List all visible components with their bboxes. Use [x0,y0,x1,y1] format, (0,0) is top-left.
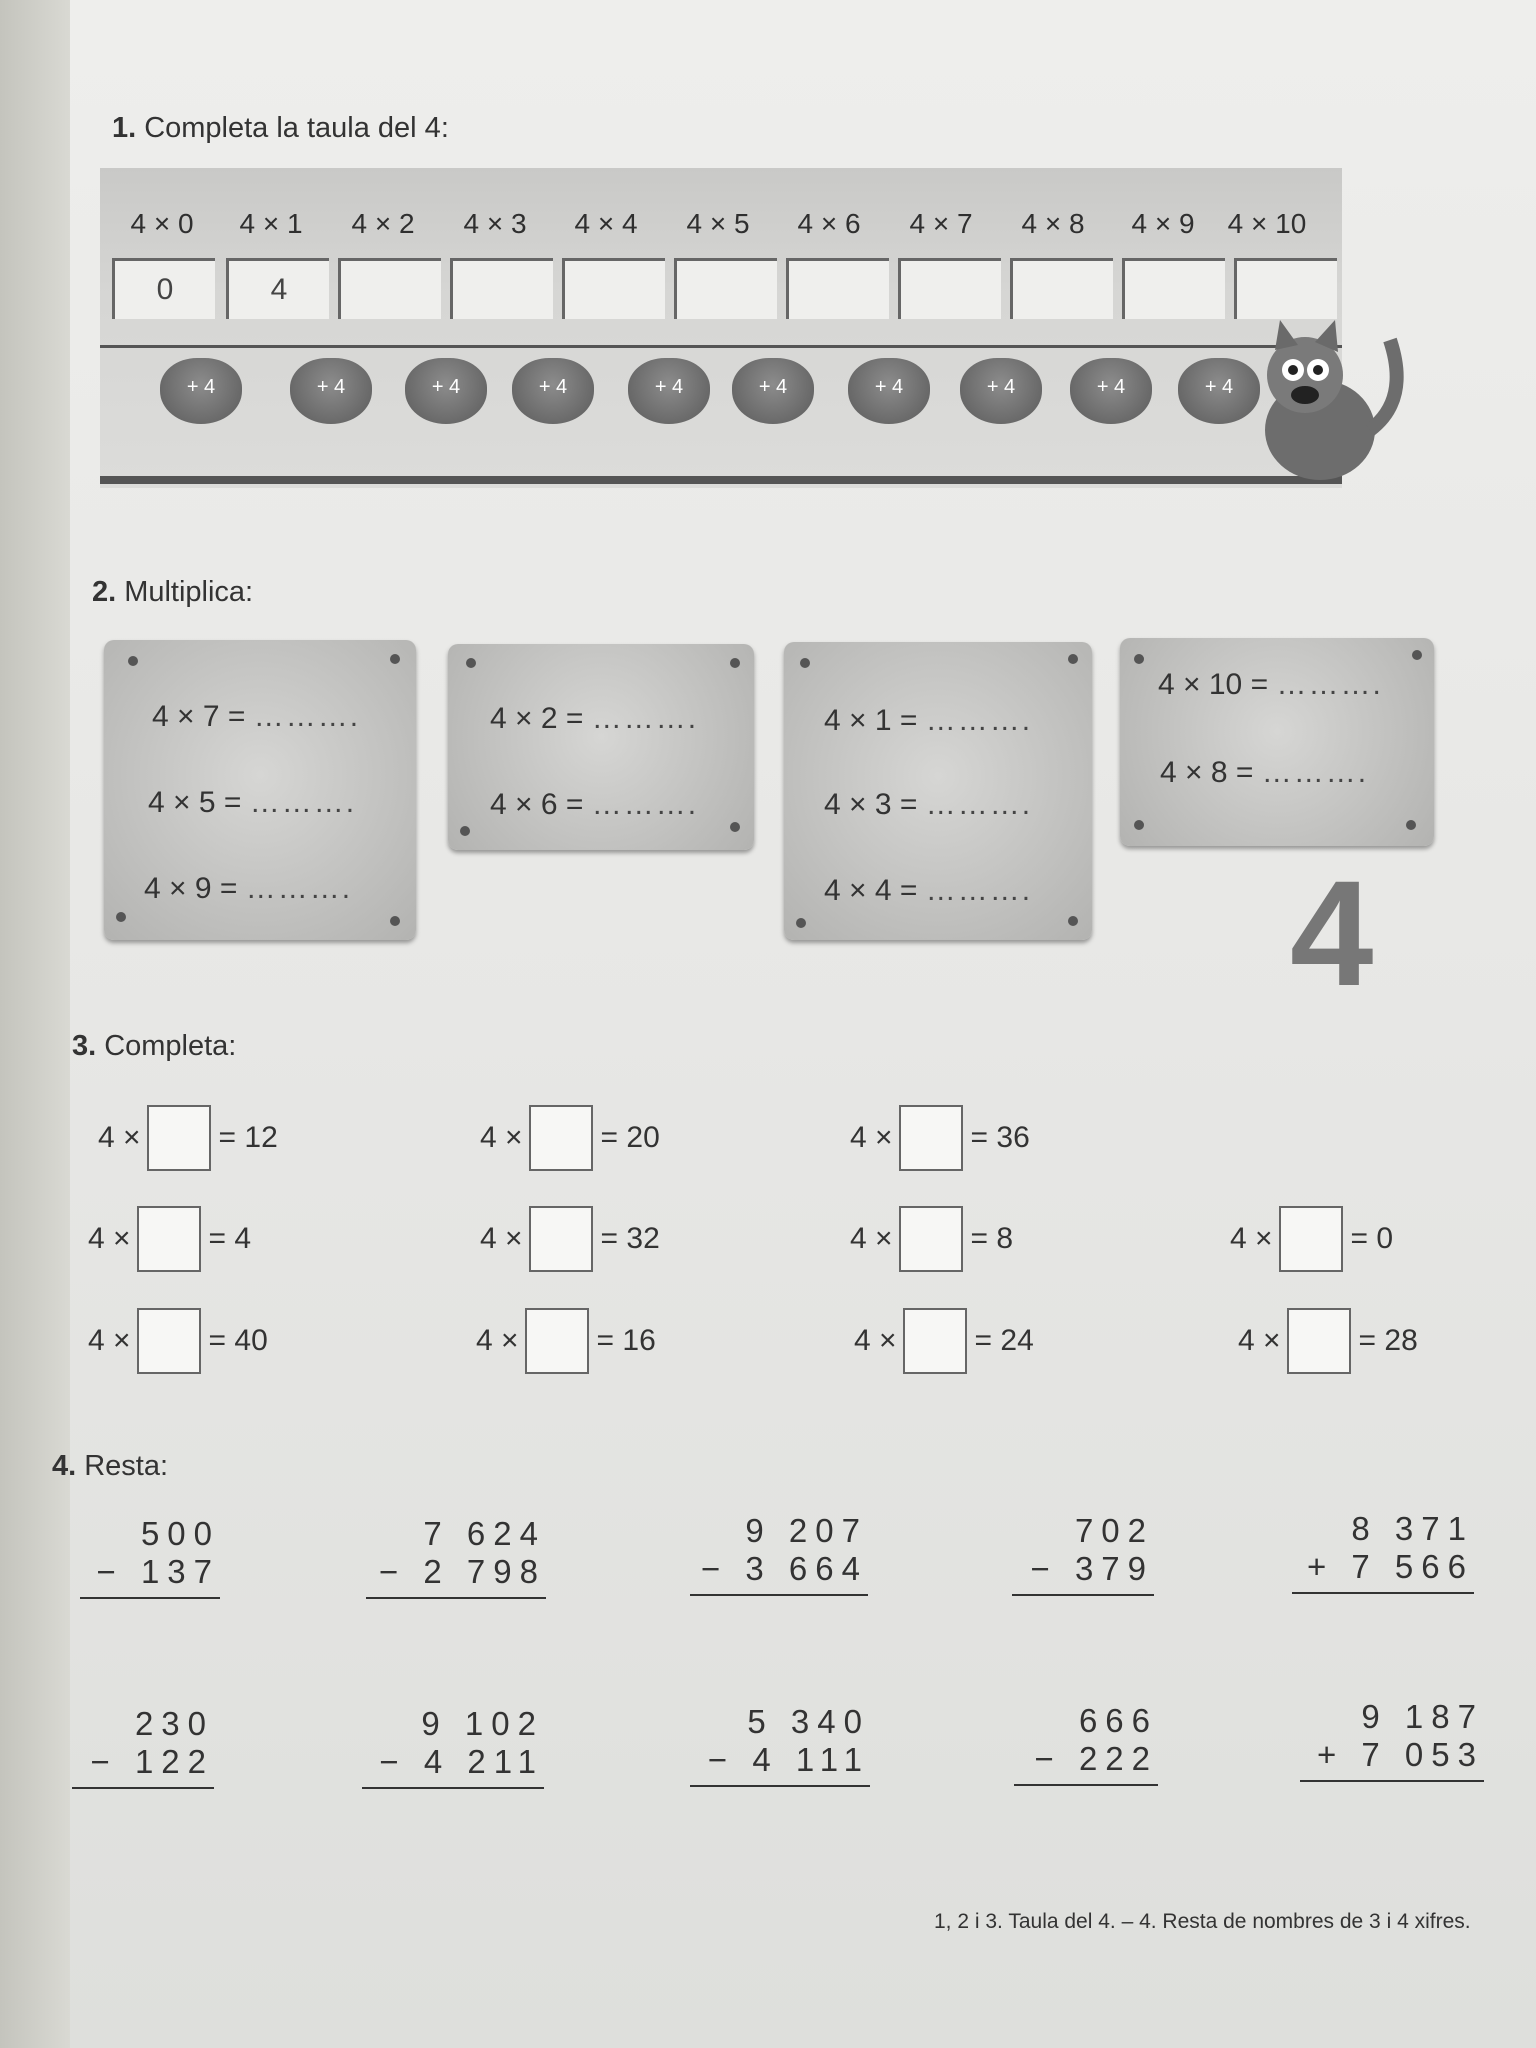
mouse-step [160,358,242,424]
table-label: 4 × 3 [463,208,527,239]
table-label: 4 × 8 [1021,208,1085,239]
missing-factor-equation [850,1105,1030,1171]
mouse-step [628,358,710,424]
clothesline [100,345,1342,348]
equation-result: = 8 [970,1222,1014,1255]
table-label: 4 × 6 [797,208,861,239]
answer-box[interactable] [1279,1206,1343,1272]
missing-factor-equation [850,1206,1013,1272]
missing-factor-equation [480,1105,660,1171]
operand-bottom: − 222 [1034,1740,1158,1777]
step-label: + 4 [316,376,346,398]
answer-box[interactable] [529,1206,593,1272]
operand-bottom: − 137 [96,1553,220,1590]
section2-heading [92,576,253,609]
section3-number: 3. [72,1030,97,1062]
floor-line [100,476,1342,484]
operand-top: 666 [1078,1702,1158,1739]
column-operation [690,1512,868,1596]
page-footer-note: 1, 2 i 3. Taula del 4. – 4. Resta de nombres de 3 i 4 xifres. [934,1910,1471,1933]
answer-blank[interactable]: ………. [925,874,1033,907]
equation-prefix: 4 × [850,1222,893,1255]
answer-blank[interactable]: ………. [1276,668,1383,701]
step-label: + 4 [986,376,1016,398]
answer-blank[interactable]: ………. [1261,756,1369,789]
answer-box[interactable] [137,1308,201,1374]
table-label: 4 × 7 [909,208,973,239]
mouse-step [405,358,487,424]
operand-bottom: + 7 566 [1306,1548,1474,1585]
missing-factor-equation [98,1105,278,1171]
table-label: 4 × 10 [1227,208,1307,239]
result-rule[interactable] [690,1785,870,1787]
operand-bottom: − 379 [1030,1550,1154,1587]
mouse-step [512,358,594,424]
mouse-step [960,358,1042,424]
answer-blank[interactable]: ………. [253,700,361,733]
column-operation [1012,1512,1154,1596]
answer-cell[interactable] [450,258,553,319]
equation-result: = 12 [218,1121,278,1154]
missing-factor-equation [88,1206,251,1272]
operand-top: 8 371 [1351,1510,1474,1547]
missing-factor-equation [854,1308,1034,1374]
mouse-step [732,358,814,424]
equation-prefix: 4 × [88,1324,131,1357]
answer-cell[interactable] [1010,258,1113,319]
section2-title: Multiplica: [124,576,254,608]
equation-prefix: 4 × [854,1324,897,1357]
missing-factor-equation [1238,1308,1418,1374]
equation-prefix: 4 × [480,1222,523,1255]
operand-bottom: − 2 798 [378,1553,546,1590]
column-operation [1292,1510,1474,1594]
table-label: 4 × 1 [239,208,303,239]
equation-4x6: 4 × 6 = ………. [490,788,699,821]
step-label: + 4 [874,376,904,398]
result-rule[interactable] [1012,1594,1154,1596]
binder-edge [0,0,70,2048]
operand-bottom: − 3 664 [700,1550,868,1587]
result-rule[interactable] [366,1597,546,1599]
answer-blank[interactable]: ………. [591,702,699,735]
equation-result: = 0 [1350,1222,1394,1255]
result-rule[interactable] [690,1594,868,1596]
table-label: 4 × 4 [574,208,638,239]
section1-number: 1. [112,112,137,144]
section1-title: Completa la taula del 4: [144,112,449,144]
equation-prefix: 4 × [480,1121,523,1154]
equation-4x1: 4 × 1 = ………. [824,704,1033,737]
answer-cell[interactable] [898,258,1001,319]
missing-factor-equation [88,1308,268,1374]
result-rule[interactable] [80,1597,220,1599]
column-operation [366,1515,546,1599]
equation-4x10: 4 × 10 = ………. [1158,668,1383,701]
equation-4x3: 4 × 3 = ………. [824,788,1033,821]
equation-prefix: 4 × [1230,1222,1273,1255]
answer-blank[interactable]: ………. [925,788,1033,821]
operand-top: 7 624 [423,1515,546,1552]
section4-number: 4. [52,1450,77,1482]
step-label: + 4 [1204,376,1234,398]
result-rule[interactable] [1300,1780,1484,1782]
table-label: 4 × 9 [1131,208,1195,239]
equation-4x5: 4 × 5 = ………. [148,786,357,819]
answer-cell[interactable]: 4 [226,258,329,319]
section1-heading [112,112,449,145]
answer-blank[interactable]: ………. [245,872,353,905]
step-label: + 4 [758,376,788,398]
column-operation [362,1705,544,1789]
operand-bottom: − 122 [90,1743,214,1780]
mouse-step [848,358,930,424]
answer-box[interactable] [899,1105,963,1171]
operand-top: 230 [134,1705,214,1742]
equation-result: = 40 [208,1324,268,1357]
big-number-four: 4 [1290,849,1374,1017]
section4-heading [52,1450,168,1483]
section2-number: 2. [92,576,117,608]
missing-factor-equation [1230,1206,1393,1272]
column-operation [1014,1702,1158,1786]
section3-heading [72,1030,236,1063]
step-label: + 4 [1096,376,1126,398]
answer-cell[interactable] [1122,258,1225,319]
result-rule[interactable] [72,1787,214,1789]
missing-factor-equation [480,1206,660,1272]
equation-4x2: 4 × 2 = ………. [490,702,699,735]
mouse-step [1178,358,1260,424]
answer-blank[interactable]: ………. [925,704,1033,737]
answer-box[interactable] [529,1105,593,1171]
equation-result: = 36 [970,1121,1030,1154]
column-operation [1300,1698,1484,1782]
section3-title: Completa: [104,1030,237,1062]
answer-cell[interactable] [786,258,889,319]
step-label: + 4 [186,376,216,398]
equation-4x7: 4 × 7 = ………. [152,700,361,733]
operand-top: 702 [1074,1512,1154,1549]
equation-result: = 4 [208,1222,252,1255]
answer-cell[interactable]: 0 [112,258,215,319]
table-label: 4 × 0 [130,208,194,239]
answer-box[interactable] [147,1105,211,1171]
result-rule[interactable] [1292,1592,1474,1594]
answer-box[interactable] [525,1308,589,1374]
answer-box[interactable] [1287,1308,1351,1374]
answer-box[interactable] [903,1308,967,1374]
column-operation [690,1703,870,1787]
equation-result: = 28 [1358,1324,1418,1357]
answer-cell[interactable] [674,258,777,319]
equation-result: = 32 [600,1222,660,1255]
table-label: 4 × 5 [686,208,750,239]
operand-top: 9 187 [1361,1698,1484,1735]
answer-cell[interactable] [1234,258,1337,319]
answer-cell[interactable] [338,258,441,319]
column-operation [80,1515,220,1599]
step-label: + 4 [431,376,461,398]
equation-prefix: 4 × [476,1324,519,1357]
answer-box[interactable] [137,1206,201,1272]
column-operation [72,1705,214,1789]
operand-top: 5 340 [747,1703,870,1740]
result-rule[interactable] [362,1787,544,1789]
answer-blank[interactable]: ………. [591,788,699,821]
equation-prefix: 4 × [1238,1324,1281,1357]
operand-top: 500 [140,1515,220,1552]
operand-bottom: − 4 211 [379,1743,544,1780]
answer-cell[interactable] [562,258,665,319]
equation-prefix: 4 × [88,1222,131,1255]
operand-bottom: + 7 053 [1316,1736,1484,1773]
equation-4x8: 4 × 8 = ………. [1160,756,1369,789]
missing-factor-equation [476,1308,656,1374]
equation-result: = 20 [600,1121,660,1154]
operand-top: 9 102 [421,1705,544,1742]
operand-bottom: − 4 111 [707,1741,870,1778]
mouse-step [290,358,372,424]
equation-prefix: 4 × [850,1121,893,1154]
equation-4x4: 4 × 4 = ………. [824,874,1033,907]
section4-title: Resta: [84,1450,169,1482]
mouse-step [1070,358,1152,424]
table-label: 4 × 2 [351,208,415,239]
result-rule[interactable] [1014,1784,1158,1786]
answer-box[interactable] [899,1206,963,1272]
equation-result: = 16 [596,1324,656,1357]
step-label: + 4 [538,376,568,398]
operand-top: 9 207 [745,1512,868,1549]
equation-4x9: 4 × 9 = ………. [144,872,353,905]
equation-result: = 24 [974,1324,1034,1357]
answer-blank[interactable]: ………. [249,786,357,819]
cat-illustration [1250,320,1420,490]
equation-prefix: 4 × [98,1121,141,1154]
step-label: + 4 [654,376,684,398]
